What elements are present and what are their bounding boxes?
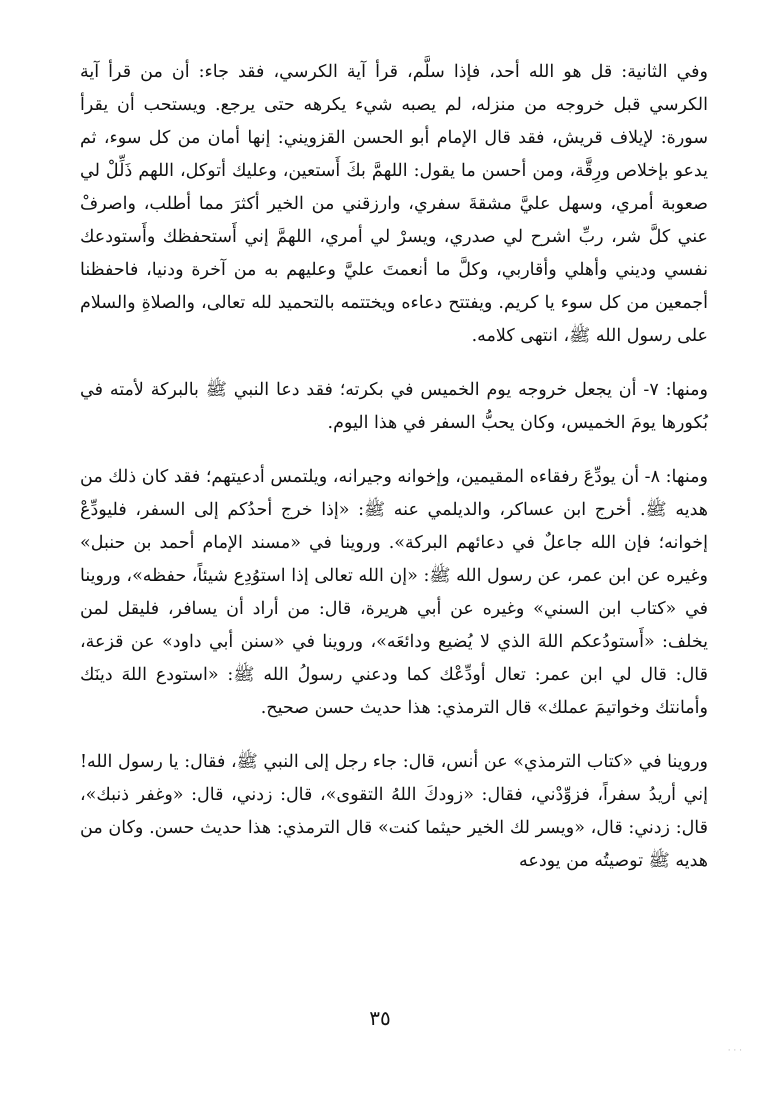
paragraph-tirmidhi-narration: وروينا في «كتاب الترمذي» عن أنس، قال: جاء رجل إلى النبي ﷺ، فقال: يا رسول الله! إني أريدُ سفراً، فزوِّدْني، فقال: «زودكَ اللهُ التقوى»، قال: زدني، قال: «وغفر ذنبك»، قال: زدني: قال، «ويسر لك الخير حيثما كنت» قال الترمذي: هذا حديث حسن. وكان من هديه ﷺ توصيتُه من يودعه <box>80 752 708 871</box>
document-page <box>80 56 708 1096</box>
paragraph-thursday-departure: ومنها: ٧- أن يجعل خروجه يوم الخميس في بكرته؛ فقد دعا النبي ﷺ بالبركة لأمته في بُكورها يومَ الخميس، وكان يحبُّ السفر في هذا اليوم. <box>80 380 708 433</box>
paragraph-prayers: وفي الثانية: قل هو الله أحد، فإذا سلَّم، قرأ آية الكرسي، فقد جاء: أن من قرأ آية الكرسي قبل خروجه من منزله، لم يصبه شيء يكرهه حتى يرجع. ويستحب أن يقرأ سورة: لإيلاف قريش، فقد قال الإمام أبو الحسن القزويني: إنها أمان من كل سوء، ثم يدعو بإخلاص ورِقَّة، ومن أحسن ما يقول: اللهمَّ بكَ أَستعين، وعليك أتوكل، اللهم ذَلِّلْ لي صعوبة أمري، وسهل عليَّ مشقةَ سفري، وارزقني من الخير أكثرَ مما أطلب، واصرفْ عني كلَّ شر، ربِّ اشرح لي صدري، ويسرْ لي أمري، اللهمَّ إني أَستحفظك وأَستودعك نفسي وديني وأهلي وأقاربي، وكلَّ ما أنعمتَ عليَّ وعليهم به من آخرة ودنيا، فاحفظنا أجمعين من كل سوء يا كريم. ويفتتح دعاءه ويختتمه بالتحميد لله تعالى، والصلاةِ والسلام على رسول الله ﷺ، انتهى كلامه. <box>80 62 708 346</box>
scan-artifact-mark: · · · <box>727 1046 742 1056</box>
page-number: ٣٥ <box>369 1006 391 1030</box>
paragraph-farewell-companions: ومنها: ٨- أن يودِّعَ رفقاءه المقيمين، وإخوانه وجيرانه، ويلتمس أدعيتهم؛ فقد كان ذلك من هديه ﷺ. أخرج ابن عساكر، والديلمي عنه ﷺ: «إذا خرج أحدُكم إلى السفر، فليودِّعْ إخوانه؛ فإن الله جاعلٌ في دعائهم البركة». وروينا في «مسند الإمام أحمد بن حنبل» وغيره عن ابن عمر، عن رسول الله ﷺ: «إن الله تعالى إذا استوُدِع شيئاً، حفظه»، وروينا في «كتاب ابن السني» وغيره عن أبي هريرة، قال: من أراد أن يسافر، فليقل لمن يخلف: «أَستودُعكم اللهَ الذي لا يُضيع ودائعَه»، وروينا في «سنن أبي داود» عن قزعة، قال: قال لي ابن عمر: تعال أودِّعْك كما ودعني رسولُ الله ﷺ: «استودع اللهَ دينَك وأمانتك وخواتيمَ عملك» قال الترمذي: هذا حديث حسن صحيح. <box>80 467 708 718</box>
